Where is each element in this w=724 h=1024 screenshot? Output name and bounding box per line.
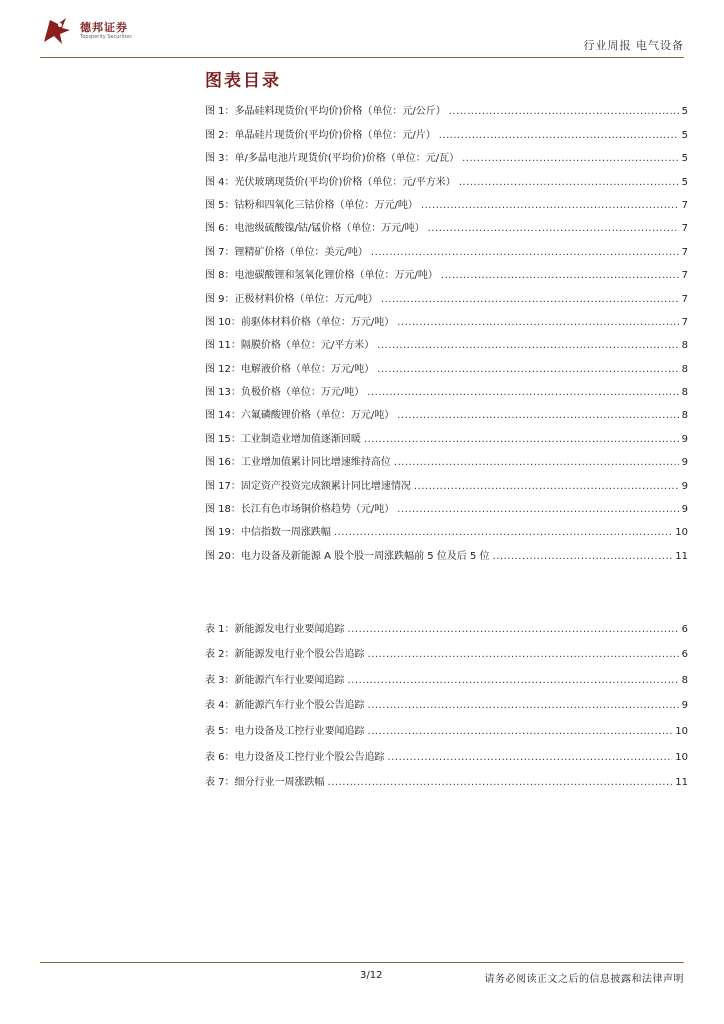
table-entry-label: 表 1：新能源发电行业要闻追踪 (205, 623, 345, 635)
dot-leader (388, 753, 673, 763)
dot-leader (459, 178, 679, 188)
table-entry-page: 8 (681, 674, 688, 686)
figure-entry-label: 图 19：中信指数一周涨跌幅 (205, 527, 331, 539)
figure-list (205, 94, 688, 562)
report-type: 行业周报 电气设备 (583, 39, 684, 52)
figure-entry-label: 图 13：负极价格（单位：万元/吨） (205, 387, 365, 399)
dot-leader (381, 295, 679, 305)
figure-entry-label: 图 11：隔膜价格（单位：元/平方米） (205, 340, 375, 352)
table-entry-page: 9 (681, 700, 688, 712)
table-entry[interactable] (205, 660, 688, 686)
dragon-logo-icon (40, 14, 74, 48)
figure-entry-label: 图 14：六氟磷酸锂价格（单位：万元/吨） (205, 410, 395, 422)
figure-entry-page: 5 (681, 153, 688, 165)
dot-leader (371, 248, 679, 258)
figure-entry[interactable] (205, 141, 688, 164)
company-logo (40, 14, 132, 48)
dot-leader (334, 528, 672, 538)
dot-leader (439, 131, 679, 141)
dot-leader (328, 778, 673, 788)
disclaimer-note: 请务必阅读正文之后的信息披露和法律声明 (484, 974, 684, 985)
dot-leader (493, 552, 673, 562)
figure-entry[interactable] (205, 515, 688, 538)
figure-entry[interactable] (205, 375, 688, 398)
dot-leader (421, 201, 679, 211)
table-entry-page: 6 (681, 649, 688, 661)
dot-leader (377, 365, 678, 375)
figure-entry-page: 5 (681, 176, 688, 188)
figure-entry-label: 图 9：正极材料价格（单位：万元/吨） (205, 293, 378, 305)
figure-entry[interactable] (205, 234, 688, 257)
dot-leader (397, 411, 678, 421)
figure-entry-label: 图 7：锂精矿价格（单位：美元/吨） (205, 246, 368, 258)
figure-entry-page: 8 (681, 387, 688, 399)
figure-entry[interactable] (205, 398, 688, 421)
figure-entry-label: 图 3：单/多晶电池片现货价(平均价)价格（单位：元/瓦） (205, 153, 460, 165)
dot-leader (428, 224, 679, 234)
logo-chinese-name: 德邦证券 (80, 21, 128, 34)
table-entry[interactable] (205, 763, 688, 789)
table-entry-label: 表 7：细分行业一周涨跌幅 (205, 777, 325, 789)
figure-entry[interactable] (205, 188, 688, 211)
dot-leader (462, 154, 679, 164)
figure-entry[interactable] (205, 281, 688, 304)
table-entry-page: 6 (681, 623, 688, 635)
figure-entry-label: 图 1：多晶硅料现货价(平均价)价格（单位：元/公斤） (205, 106, 446, 118)
toc-title: 图表目录 (205, 71, 281, 91)
table-entry-page: 10 (675, 725, 688, 737)
table-entry-label: 表 4：新能源汽车行业个股公告追踪 (205, 700, 365, 712)
dot-leader (348, 625, 679, 635)
dot-leader (397, 505, 678, 515)
figure-entry-label: 图 12：电解液价格（单位：万元/吨） (205, 363, 375, 375)
dot-leader (449, 107, 679, 117)
figure-entry-page: 7 (681, 199, 688, 211)
figure-entry[interactable] (205, 492, 688, 515)
figure-entry[interactable] (205, 305, 688, 328)
figure-entry[interactable] (205, 468, 688, 491)
figure-entry-page: 8 (681, 340, 688, 352)
figure-entry[interactable] (205, 421, 688, 444)
dot-leader (397, 318, 678, 328)
table-entry-label: 表 5：电力设备及工控行业要闻追踪 (205, 725, 365, 737)
table-entry-page: 10 (675, 751, 688, 763)
figure-entry[interactable] (205, 538, 688, 561)
figure-entry[interactable] (205, 211, 688, 234)
figure-entry-page: 9 (681, 457, 688, 469)
figure-entry-page: 9 (681, 433, 688, 445)
figure-entry-label: 图 18：长江有色市场铜价格趋势（元/吨） (205, 504, 395, 516)
figure-entry-label: 图 6：电池级硫酸镍/钴/锰价格（单位：万元/吨） (205, 223, 425, 235)
figure-entry-page: 7 (681, 246, 688, 258)
table-entry-label: 表 6：电力设备及工控行业个股公告追踪 (205, 751, 385, 763)
figure-entry-label: 图 10：前驱体材料价格（单位：万元/吨） (205, 316, 395, 328)
dot-leader (377, 341, 678, 351)
figure-entry[interactable] (205, 117, 688, 140)
dot-leader (367, 388, 678, 398)
dot-leader (368, 727, 673, 737)
figure-entry-page: 5 (681, 106, 688, 118)
dot-leader (394, 458, 679, 468)
footer-divider (40, 962, 684, 963)
table-entry-label: 表 2：新能源发电行业个股公告追踪 (205, 649, 365, 661)
figure-entry[interactable] (205, 164, 688, 187)
figure-entry-label: 图 16：工业增加值累计同比增速维持高位 (205, 457, 391, 469)
figure-entry-label: 图 8：电池碳酸锂和氢氧化锂价格（单位：万元/吨） (205, 270, 438, 282)
figure-entry-label: 图 17：固定资产投资完成额累计同比增速情况 (205, 480, 411, 492)
figure-entry-page: 8 (681, 363, 688, 375)
table-entry-label: 表 3：新能源汽车行业要闻追踪 (205, 674, 345, 686)
dot-leader (414, 482, 679, 492)
figure-entry[interactable] (205, 328, 688, 351)
figure-entry-page: 7 (681, 223, 688, 235)
figure-entry[interactable] (205, 445, 688, 468)
figure-entry[interactable] (205, 94, 688, 117)
figure-entry-label: 图 2：单晶硅片现货价(平均价)价格（单位：元/片） (205, 129, 436, 141)
logo-english-name: Topsperity Securities (80, 34, 132, 40)
dot-leader (441, 271, 679, 281)
dot-leader (368, 650, 679, 660)
dot-leader (348, 676, 679, 686)
figure-entry-page: 9 (681, 480, 688, 492)
table-entry[interactable] (205, 686, 688, 712)
table-list (205, 609, 688, 788)
figure-entry-label: 图 4：光伏玻璃现货价(平均价)价格（单位：元/平方米） (205, 176, 456, 188)
figure-entry-page: 5 (681, 129, 688, 141)
figure-entry-page: 9 (681, 504, 688, 516)
page-number: 3/12 (360, 970, 383, 981)
header-divider (40, 57, 684, 58)
figure-entry-page: 11 (675, 550, 688, 562)
table-entry[interactable] (205, 737, 688, 763)
figure-entry[interactable] (205, 258, 688, 281)
dot-leader (368, 701, 679, 711)
figure-entry-label: 图 15：工业制造业增加值逐渐回暖 (205, 433, 361, 445)
figure-entry-page: 8 (681, 410, 688, 422)
figure-entry-label: 图 20：电力设备及新能源 A 股个股一周涨跌幅前 5 位及后 5 位 (205, 550, 490, 562)
table-entry[interactable] (205, 609, 688, 635)
table-entry[interactable] (205, 711, 688, 737)
figure-entry-label: 图 5：钴粉和四氧化三钴价格（单位：万元/吨） (205, 199, 418, 211)
figure-entry[interactable] (205, 351, 688, 374)
figure-entry-page: 7 (681, 316, 688, 328)
figure-entry-page: 10 (675, 527, 688, 539)
table-entry[interactable] (205, 635, 688, 661)
figure-entry-page: 7 (681, 293, 688, 305)
table-entry-page: 11 (675, 777, 688, 789)
dot-leader (364, 435, 679, 445)
figure-entry-page: 7 (681, 270, 688, 282)
